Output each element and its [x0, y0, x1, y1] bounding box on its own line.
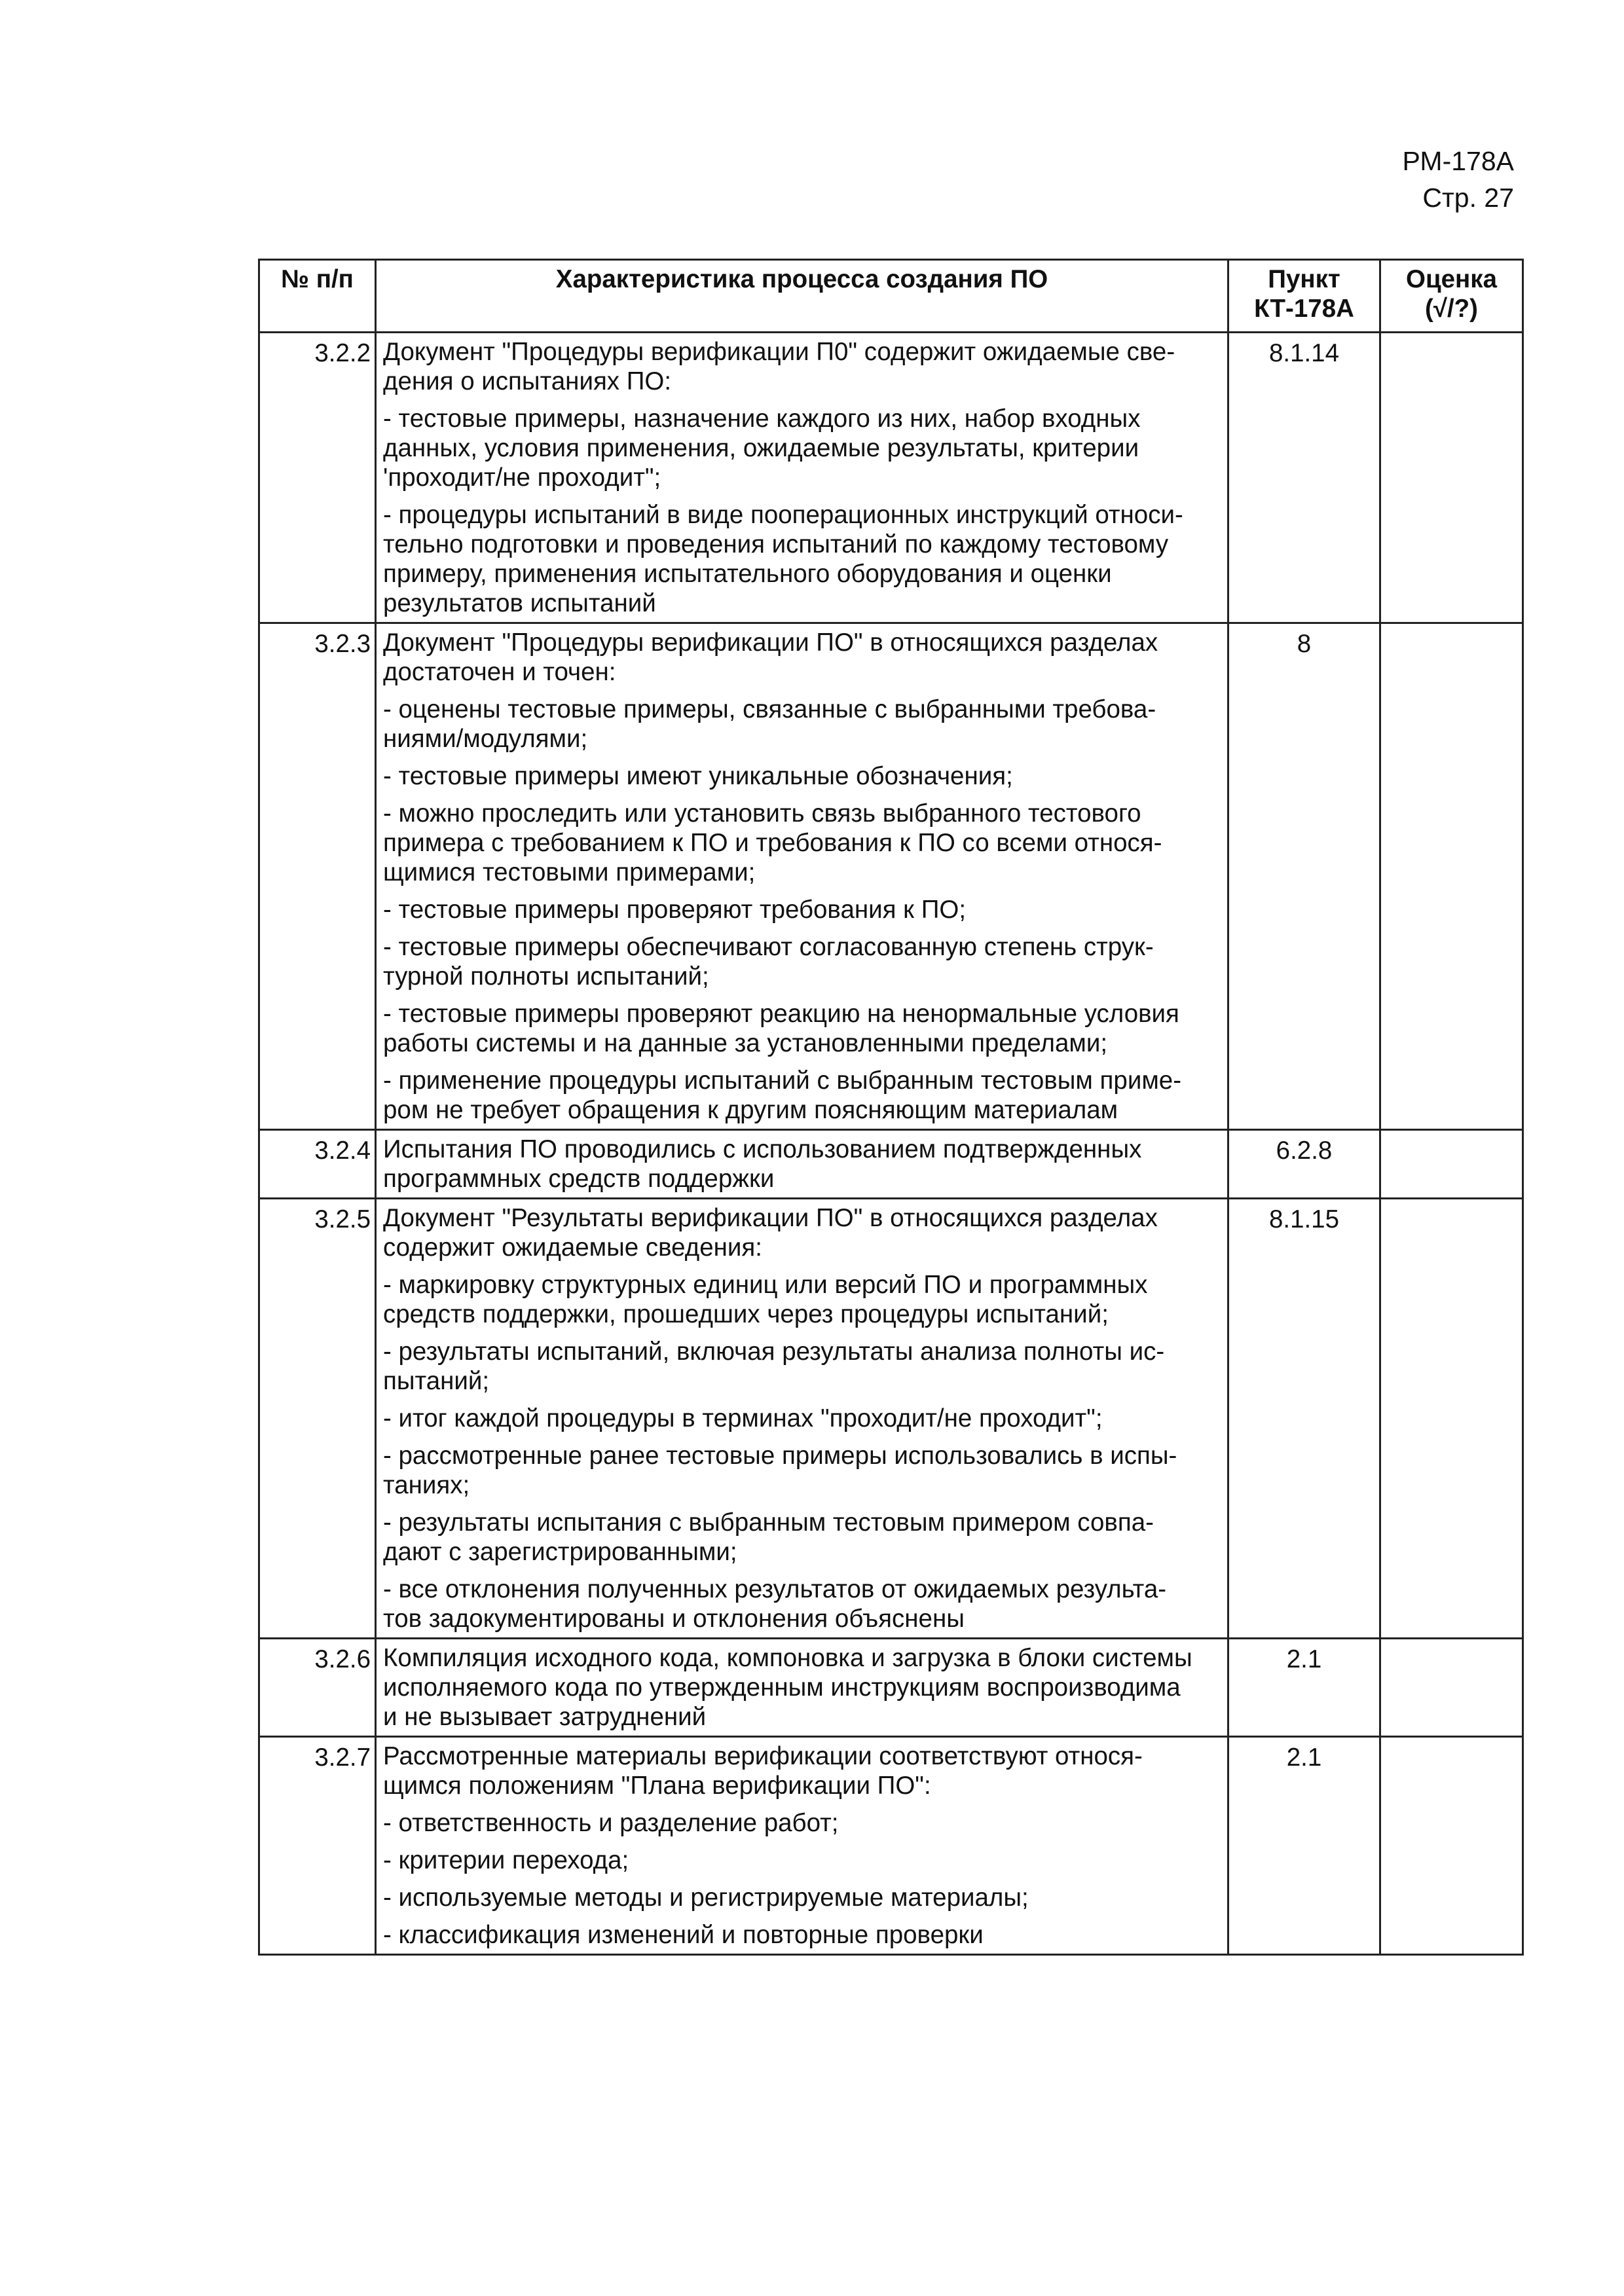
description-line: примера с требованием к ПО и требования к ПО со всеми относя-	[383, 829, 1162, 857]
description-line: 'проходит/не проходит";	[383, 464, 661, 492]
description-paragraph	[383, 695, 1221, 754]
description-line: - применение процедуры испытаний с выбранным тестовым приме-	[383, 1066, 1182, 1095]
item-description	[376, 333, 1228, 623]
page-number: Стр. 27	[1422, 183, 1514, 213]
description-line: данных, условия применения, ожидаемые результаты, критерии	[383, 434, 1139, 462]
evaluation-cell[interactable]	[1380, 1199, 1523, 1639]
description-paragraph	[383, 1404, 1221, 1433]
description-paragraph	[383, 500, 1221, 618]
description-line: - рассмотренные ранее тестовые примеры использовались в испы-	[383, 1442, 1177, 1470]
item-description	[376, 1737, 1228, 1955]
description-paragraph	[383, 1508, 1221, 1567]
description-line: - результаты испытания с выбранным тестовым примером совпа-	[383, 1508, 1154, 1537]
description-line: щимся положениям "Плана верификации ПО":	[383, 1772, 931, 1800]
description-line: ниями/модулями;	[383, 725, 588, 753]
description-line: турной полноты испытаний;	[383, 962, 709, 991]
description-paragraph	[383, 1741, 1221, 1800]
reference-header-line: Пункт	[1268, 265, 1340, 293]
description-paragraph	[383, 1066, 1221, 1125]
column-header-reference	[1228, 260, 1380, 333]
description-line: исполняемого кода по утвержденным инструкциям воспроизводима	[383, 1673, 1181, 1702]
evaluation-header-line: Оценка	[1406, 265, 1497, 293]
reference-clause: 2.1	[1228, 1737, 1380, 1955]
description-line: - оценены тестовые примеры, связанные с выбранными требова-	[383, 695, 1156, 723]
description-paragraph	[383, 404, 1221, 492]
description-line: - процедуры испытаний в виде пооперационных инструкций относи-	[383, 501, 1183, 529]
description-line: работы системы и на данные за установленными пределами;	[383, 1029, 1108, 1057]
description-line: Испытания ПО проводились с использованием подтвержденных	[383, 1135, 1142, 1163]
description-line: - тестовые примеры, назначение каждого из них, набор входных	[383, 405, 1141, 433]
evaluation-cell[interactable]	[1380, 1130, 1523, 1199]
description-paragraph	[383, 1135, 1221, 1194]
item-description	[376, 1639, 1228, 1737]
description-line: - маркировку структурных единиц или версий ПО и программных	[383, 1271, 1148, 1299]
description-paragraph	[383, 1270, 1221, 1329]
description-paragraph	[383, 1883, 1221, 1912]
item-description	[376, 623, 1228, 1130]
table-row	[259, 333, 1523, 623]
description-line: и не вызывает затруднений	[383, 1703, 707, 1731]
description-line: Документ "Результаты верификации ПО" в относящихся разделах	[383, 1204, 1158, 1232]
description-line: тов задокументированы и отклонения объяснены	[383, 1605, 965, 1633]
description-paragraph	[383, 1808, 1221, 1838]
description-paragraph	[383, 1643, 1221, 1732]
item-number: 3.2.4	[259, 1130, 376, 1199]
description-line: таниях;	[383, 1471, 470, 1499]
item-number: 3.2.6	[259, 1639, 376, 1737]
description-line: - ответственность и разделение работ;	[383, 1809, 839, 1837]
description-line: Документ "Процедуры верификации П0" содержит ожидаемые све-	[383, 338, 1175, 366]
description-line: - тестовые примеры обеспечивают согласованную степень струк-	[383, 933, 1154, 961]
description-line: - тестовые примеры проверяют требования к ПО;	[383, 896, 967, 924]
description-line: Компиляция исходного кода, компоновка и загрузка в блоки системы	[383, 1644, 1192, 1672]
evaluation-cell[interactable]	[1380, 1639, 1523, 1737]
description-paragraph	[383, 1575, 1221, 1633]
description-line: программных средств поддержки	[383, 1165, 775, 1193]
description-line: - все отклонения полученных результатов от ожидаемых результа-	[383, 1575, 1167, 1603]
item-number: 3.2.2	[259, 333, 376, 623]
description-line: - можно проследить или установить связь выбранного тестового	[383, 799, 1141, 828]
description-line: результатов испытаний	[383, 589, 656, 617]
evaluation-cell[interactable]	[1380, 333, 1523, 623]
description-paragraph	[383, 932, 1221, 991]
evaluation-cell[interactable]	[1380, 1737, 1523, 1955]
column-header-number: № п/п	[259, 260, 376, 333]
description-line: - критерии перехода;	[383, 1846, 629, 1874]
item-description	[376, 1199, 1228, 1639]
description-paragraph	[383, 895, 1221, 924]
description-paragraph	[383, 337, 1221, 396]
table-row	[259, 623, 1523, 1130]
description-line: дения о испытаниях ПО:	[383, 367, 672, 395]
evaluation-header-line: (√/?)	[1425, 295, 1478, 323]
description-line: достаточен и точен:	[383, 658, 616, 686]
description-paragraph	[383, 1203, 1221, 1262]
description-line: - тестовые примеры проверяют реакцию на ненормальные условия	[383, 1000, 1179, 1028]
reference-header-line: КТ-178А	[1254, 295, 1354, 323]
description-line: Документ "Процедуры верификации ПО" в относящихся разделах	[383, 629, 1158, 657]
description-paragraph	[383, 761, 1221, 791]
description-line: примеру, применения испытательного оборудования и оценки	[383, 560, 1112, 588]
description-paragraph	[383, 628, 1221, 687]
reference-clause: 2.1	[1228, 1639, 1380, 1737]
checklist-table	[258, 259, 1524, 1956]
description-paragraph	[383, 1846, 1221, 1875]
description-line: дают с зарегистрированными;	[383, 1538, 737, 1566]
description-line: - используемые методы и регистрируемые материалы;	[383, 1884, 1029, 1912]
table-header-row	[259, 260, 1523, 333]
evaluation-cell[interactable]	[1380, 623, 1523, 1130]
description-line: - итог каждой процедуры в терминах "проходит/не проходит";	[383, 1404, 1103, 1432]
description-paragraph	[383, 799, 1221, 887]
table-row	[259, 1130, 1523, 1199]
description-line: - классификация изменений и повторные проверки	[383, 1921, 984, 1949]
description-line: тельно подготовки и проведения испытаний по каждому тестовому	[383, 530, 1169, 558]
description-paragraph	[383, 999, 1221, 1058]
document-code: РМ-178А	[1402, 146, 1514, 176]
reference-clause: 8.1.15	[1228, 1199, 1380, 1639]
description-line: ром не требует обращения к другим поясняющим материалам	[383, 1096, 1118, 1124]
table-row	[259, 1639, 1523, 1737]
reference-clause: 8.1.14	[1228, 333, 1380, 623]
item-number: 3.2.5	[259, 1199, 376, 1639]
reference-clause: 8	[1228, 623, 1380, 1130]
description-line: щимися тестовыми примерами;	[383, 858, 756, 886]
item-number: 3.2.7	[259, 1737, 376, 1955]
item-number: 3.2.3	[259, 623, 376, 1130]
page-header	[1403, 143, 1514, 216]
description-paragraph	[383, 1920, 1221, 1950]
description-paragraph	[383, 1441, 1221, 1500]
reference-clause: 6.2.8	[1228, 1130, 1380, 1199]
column-header-description: Характеристика процесса создания ПО	[376, 260, 1228, 333]
description-line: - результаты испытаний, включая результаты анализа полноты ис-	[383, 1338, 1165, 1366]
description-line: средств поддержки, прошедших через процедуры испытаний;	[383, 1300, 1109, 1328]
table-row	[259, 1737, 1523, 1955]
description-line: содержит ожидаемые сведения:	[383, 1233, 762, 1262]
description-paragraph	[383, 1337, 1221, 1396]
description-line: - тестовые примеры имеют уникальные обозначения;	[383, 762, 1013, 790]
column-header-evaluation	[1380, 260, 1523, 333]
table-row	[259, 1199, 1523, 1639]
item-description	[376, 1130, 1228, 1199]
description-line: Рассмотренные материалы верификации соответствуют относя-	[383, 1742, 1143, 1770]
description-line: пытаний;	[383, 1367, 490, 1395]
